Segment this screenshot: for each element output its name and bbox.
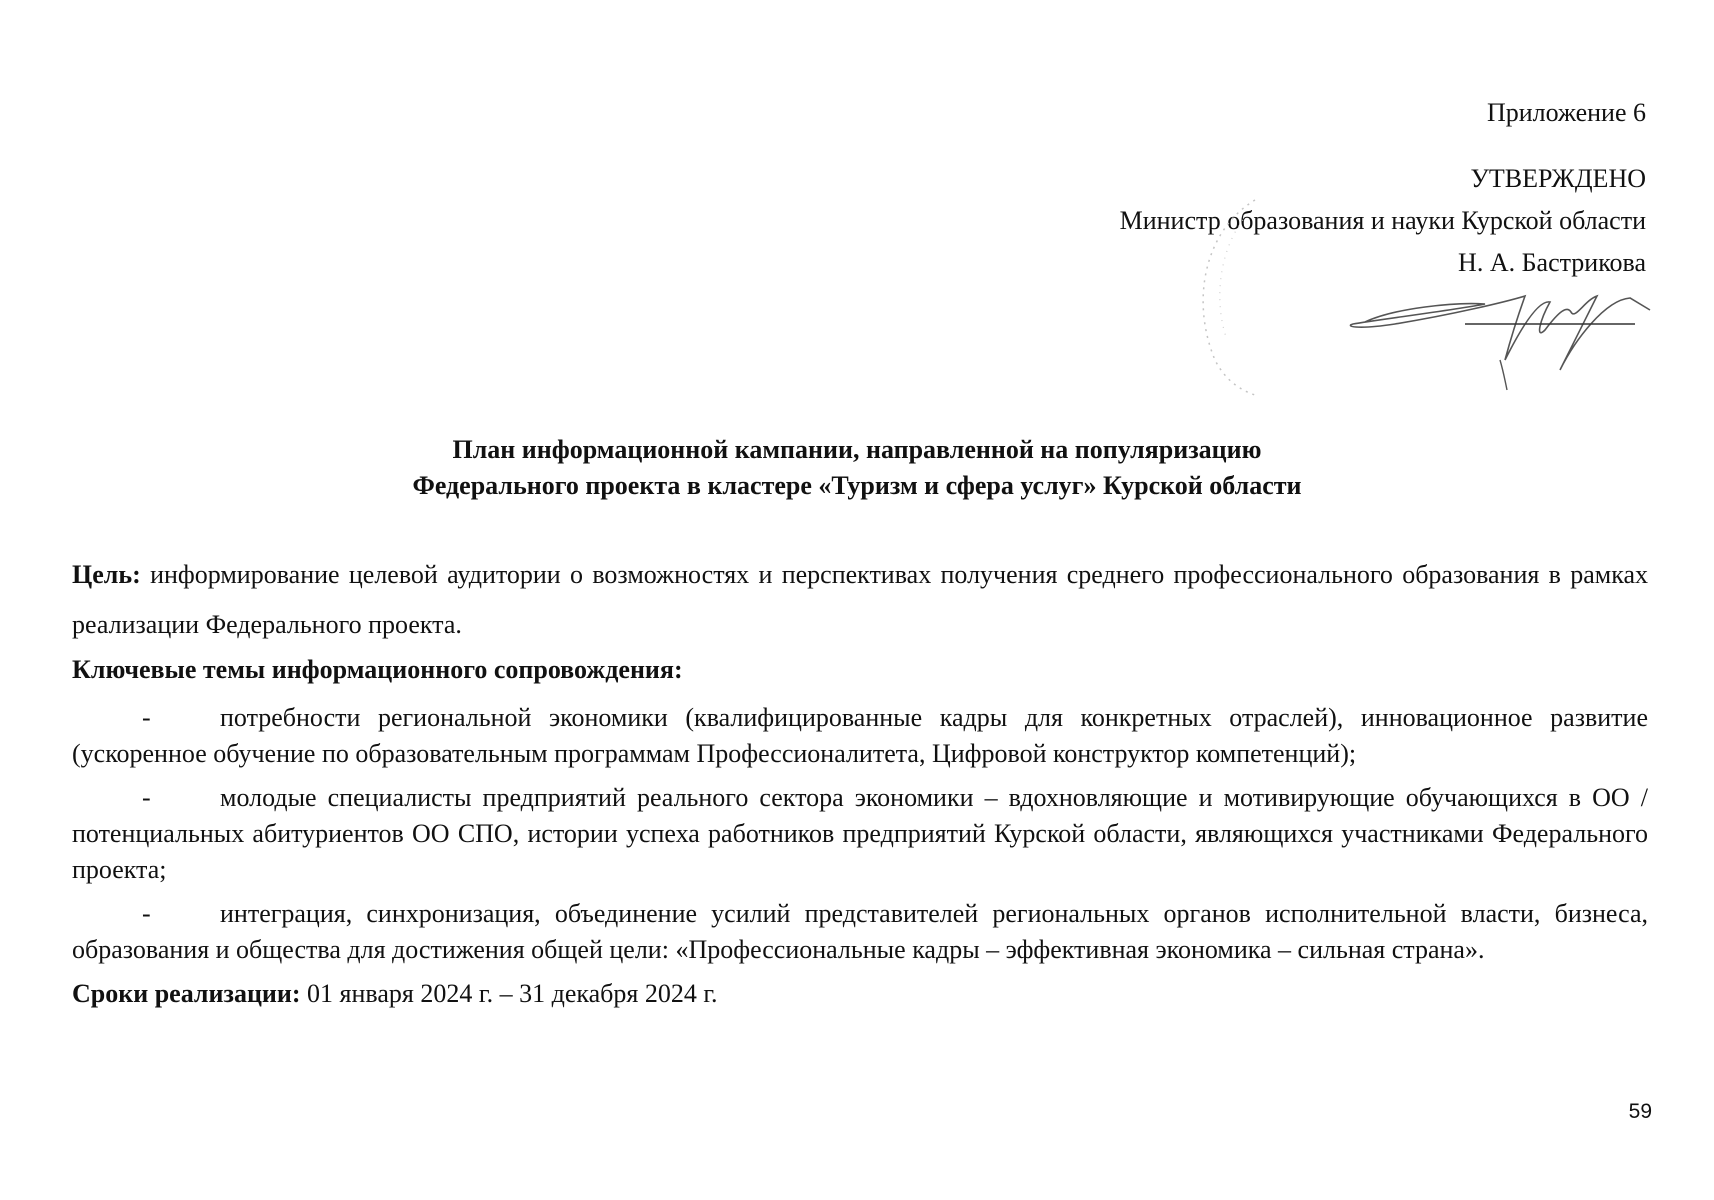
topic-text: потребности региональной экономики (квалифицированные кадры для конкретных отраслей), инновационное развитие (ускоренное обучение по образовательным программам Профессионалитета, Цифровой конструктор компетенций);: [72, 703, 1648, 768]
topic-marker: -: [142, 899, 151, 928]
topic-item: [72, 780, 1648, 888]
document-title: [70, 432, 1644, 504]
topic-marker: -: [142, 703, 151, 732]
topic-item: [72, 700, 1648, 772]
signature-mark: [1335, 290, 1655, 400]
topic-text: молодые специалисты предприятий реального сектора экономики – вдохновляющие и мотивирующие обучающихся в ОО / потенциальных абитуриентов ОО СПО, истории успеха работников предприятий Курской области, являющихся участниками Федерального проекта;: [72, 783, 1648, 884]
approval-block: [946, 92, 1646, 284]
approver-name: Н. А. Бастрикова: [1458, 248, 1646, 277]
goal-text: информирование целевой аудитории о возможностях и перспективах получения среднего профессионального образования в рамках реализации Федерального проекта.: [72, 560, 1648, 639]
page-number: 59: [1628, 1100, 1652, 1123]
goal-label: Цель:: [72, 560, 141, 589]
dates-text: 01 января 2024 г. – 31 декабря 2024 г.: [300, 979, 718, 1008]
topics-heading: Ключевые темы информационного сопровождения:: [72, 655, 683, 684]
approver-position: Министр образования и науки Курской области: [1119, 206, 1646, 235]
dates-paragraph: [72, 976, 1648, 1012]
title-line-2: Федерального проекта в кластере «Туризм и сфера услуг» Курской области: [412, 471, 1302, 500]
annex-label: Приложение 6: [1486, 98, 1646, 127]
title-line-1: План информационной кампании, направленной на популяризацию: [452, 435, 1262, 464]
document-body: [72, 550, 1648, 1012]
topic-marker: -: [142, 783, 151, 812]
dates-label: Сроки реализации:: [72, 979, 301, 1008]
approved-label: УТВЕРЖДЕНО: [1470, 164, 1646, 193]
topic-text: интеграция, синхронизация, объединение усилий представителей региональных органов исполнительной власти, бизнеса, образования и общества для достижения общей цели: «Профессиональные кадры – эффективная экономика – сильная страна».: [72, 899, 1648, 964]
goal-paragraph: [72, 550, 1648, 650]
faint-stamp-mark: [1185, 190, 1275, 400]
topic-item: [72, 896, 1648, 968]
